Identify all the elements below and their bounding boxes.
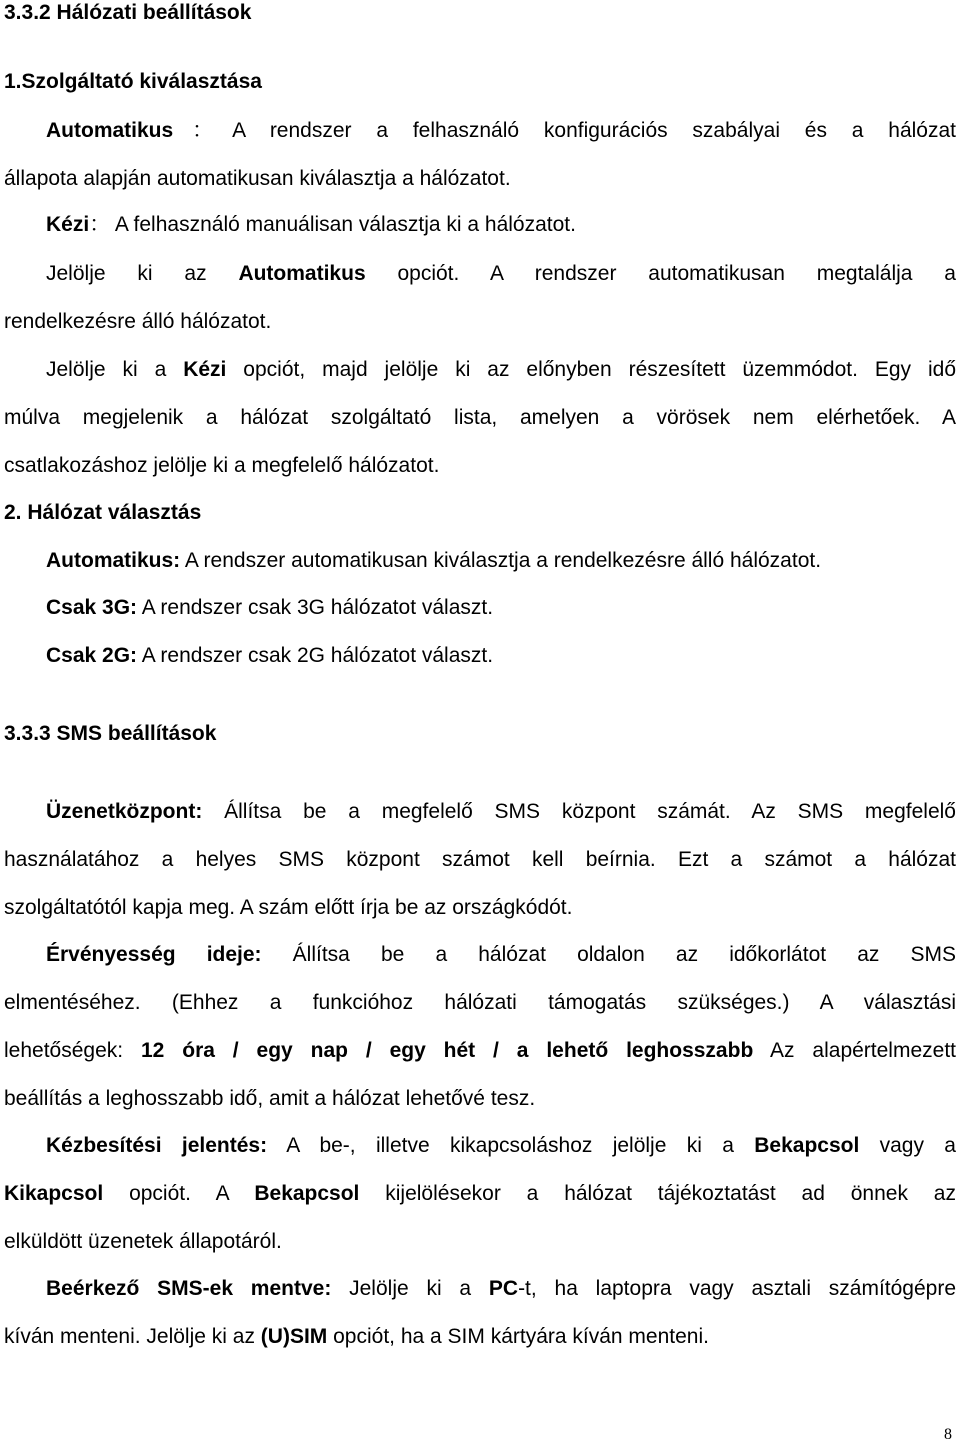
network-3g-line: Csak 3G: A rendszer csak 3G hálózatot választ. <box>46 596 494 619</box>
sms-center-line-3: szolgáltatótól kapja meg. A szám előtt írja be az országkódót. <box>4 896 573 919</box>
network-2g-line: Csak 2G: A rendszer csak 2G hálózatot választ. <box>46 644 494 667</box>
incoming-sms-line-1: Beérkező SMS-ek mentve: Jelölje ki a PC-t, ha laptopra vagy asztali számítógépre <box>46 1277 957 1300</box>
network-selection-title: 2. Hálózat választás <box>4 501 202 524</box>
sms-center-line-1: Üzenetközpont: Állítsa be a megfelelő SMS központ számát. Az SMS megfelelő <box>46 800 956 823</box>
page-number: 8 <box>944 1426 952 1443</box>
mark-auto-line-1: Jelölje ki az Automatikus opciót. A rendszer automatikusan megtalálja a <box>46 262 956 285</box>
provider-manual-line: Kézi： A felhasználó manuálisan választja ki a hálózatot. <box>46 213 576 236</box>
incoming-sms-line-2: kíván menteni. Jelölje ki az (U)SIM opciót, ha a SIM kártyára kíván menteni. <box>4 1325 709 1348</box>
validity-line-1: Érvényesség ideje: Állítsa be a hálózat oldalon az időkorlátot az SMS <box>46 943 956 966</box>
validity-line-2: elmentéséhez. (Ehhez a funkcióhoz hálózati támogatás szükséges.) A választási <box>4 991 956 1014</box>
mark-manual-line-2: múlva megjelenik a hálózat szolgáltató lista, amelyen a vörösek nem elérhetőek. A <box>4 406 956 429</box>
delivery-report-line-1: Kézbesítési jelentés: A be-, illetve kikapcsoláshoz jelölje ki a Bekapcsol vagy a <box>46 1134 956 1157</box>
mark-auto-line-2: rendelkezésre álló hálózatot. <box>4 310 272 333</box>
delivery-report-line-3: elküldött üzenetek állapotáról. <box>4 1230 282 1253</box>
sms-center-line-2: használatához a helyes SMS központ számot kell beírnia. Ezt a számot a hálózat <box>4 848 956 871</box>
provider-selection-title: 1.Szolgáltató kiválasztása <box>4 70 262 93</box>
validity-line-4: beállítás a leghosszabb idő, amit a hálózat lehetővé tesz. <box>4 1087 536 1110</box>
validity-line-3: lehetőségek: 12 óra / egy nap / egy hét / a lehető leghosszabb Az alapértelmezett <box>4 1039 956 1062</box>
provider-auto-line-1: Automatikus：A rendszer a felhasználó konfigurációs szabályai és a hálózat <box>46 119 956 142</box>
section-heading-sms: 3.3.3 SMS beállítások <box>4 722 217 745</box>
delivery-report-line-2: Kikapcsol opciót. A Bekapcsol kijelölésekor a hálózat tájékoztatást ad önnek az <box>4 1182 956 1205</box>
mark-manual-line-3: csatlakozáshoz jelölje ki a megfelelő hálózatot. <box>4 454 440 477</box>
network-auto-line: Automatikus: A rendszer automatikusan kiválasztja a rendelkezésre álló hálózatot. <box>46 549 822 572</box>
section-heading-network: 3.3.2 Hálózati beállítások <box>4 1 252 24</box>
provider-auto-line-2: állapota alapján automatikusan kiválasztja a hálózatot. <box>4 167 511 190</box>
mark-manual-line-1: Jelölje ki a Kézi opciót, majd jelölje ki az előnyben részesített üzemmódot. Egy idő <box>46 358 956 381</box>
